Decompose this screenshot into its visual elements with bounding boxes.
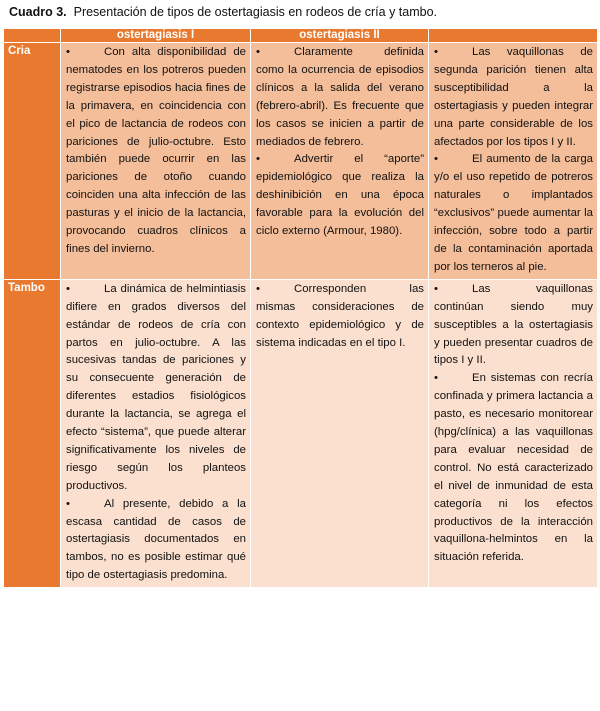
paragraph-text: Las vaquillonas continúan siendo muy susceptibles a la ostertagiasis y pueden presentar cuadros de tipos I y II. xyxy=(434,282,593,367)
header-ostertagiasis-i: ostertagiasis I xyxy=(61,29,251,43)
row-label-tambo: Tambo xyxy=(4,279,61,587)
paragraph-text: Corresponden las mismas consideraciones de contexto epidemiológico y de sistema indicadas en el tipo I. xyxy=(256,282,424,349)
cell-tambo-type-ii xyxy=(251,279,429,587)
bullet-icon: • xyxy=(66,282,70,295)
cell-paragraph xyxy=(434,44,593,151)
cell-cria-heifers xyxy=(429,43,598,280)
bullet-icon: • xyxy=(256,282,260,295)
bullet-icon: • xyxy=(434,372,438,385)
ostertagiasis-table xyxy=(3,28,598,588)
bullet-icon: • xyxy=(434,282,438,295)
row-label-cria: Cria xyxy=(4,43,61,280)
cell-paragraph xyxy=(66,496,246,586)
bullet-icon: • xyxy=(434,153,438,166)
caption-title: Presentación de tipos de ostertagiasis en rodeos de cría y tambo. xyxy=(73,5,438,19)
paragraph-text: Advertir el “aporte” epidemiológico que realiza la deshinibición en una época favorable para la evolución del ciclo externo (Armour, 1980). xyxy=(256,153,424,238)
paragraph-text: La dinámica de helmintiasis difiere en grados diversos del estándar de rodeos de cría con partos en julio-octubre. A las sucesivas tandas de pariciones y su consecuente generación de diferentes estadios fisiológicos durante la lactancia, se agrega el efecto “sistema”, que puede alterar significativamente los niveles de riesgo según los planteos productivos. xyxy=(66,282,246,492)
cell-paragraph xyxy=(434,281,593,371)
paragraph-text: El aumento de la carga y/o el uso repetido de potreros naturales o implantados “exclusivos” puede aumentar la infección, sobre todo a partir de la contaminación aportada por los terneros al pie. xyxy=(434,153,593,273)
cell-paragraph xyxy=(256,44,424,151)
caption-label: Cuadro 3. xyxy=(9,5,67,19)
paragraph-text: Las vaquillonas de segunda parición tienen alta susceptibilidad a la ostertagiasis y pueden integrar una parte considerable de los afectados por los tipos I y II. xyxy=(434,46,593,148)
bullet-icon: • xyxy=(256,46,260,58)
cell-paragraph xyxy=(256,281,424,353)
bullet-icon: • xyxy=(66,497,70,510)
cell-cria-type-ii xyxy=(251,43,429,280)
paragraph-text: Al presente, debido a la escasa cantidad de casos de ostertagiasis documentados en tambos, no es posible estimar qué tipo de ostertagiasis predomina. xyxy=(66,497,246,582)
row-tambo xyxy=(4,279,598,587)
row-cria xyxy=(4,43,598,280)
cell-cria-type-i xyxy=(61,43,251,280)
cell-tambo-type-i xyxy=(61,279,251,587)
bullet-icon: • xyxy=(66,46,70,58)
paragraph-text: Claramente definida como la ocurrencia de episodios clínicos a la salida del verano (febrero-abril). Es frecuente que los casos se inicien a partir de mediados de febrero. xyxy=(256,46,424,148)
cell-paragraph xyxy=(434,151,593,276)
cell-paragraph xyxy=(256,151,424,241)
cell-paragraph xyxy=(434,370,593,567)
cell-paragraph xyxy=(66,44,246,259)
cell-tambo-heifers xyxy=(429,279,598,587)
bullet-icon: • xyxy=(256,153,260,166)
paragraph-text: En sistemas con recría confinada y primera lactancia a pasto, es necesario monitorear (hpg/clínica) a las vaquillonas para evaluar necesidad de control. No está caracterizado el nivel de inmunidad de esta categoría ni los efectos productivos de la interacción vaquillona-helmintos en la situación referida. xyxy=(434,372,593,564)
header-empty-left xyxy=(4,29,61,43)
cell-paragraph xyxy=(66,281,246,496)
header-row xyxy=(4,29,598,43)
paragraph-text: Con alta disponibilidad de nematodes en los potreros pueden registrarse episodios hacia fines de la primavera, en coincidencia con el pico de lactancia de rodeos con pariciones de julio-octubre. Esto también puede ocurrir en las pariciones de otoño cuando coinciden una alta infección de las pasturas y el inicio de la lactancia, provocando cuadros clínicos a fines del invierno. xyxy=(66,46,246,255)
table-caption xyxy=(9,5,437,19)
header-ostertagiasis-ii: ostertagiasis II xyxy=(251,29,429,43)
header-empty-right xyxy=(429,29,598,43)
bullet-icon: • xyxy=(434,46,438,58)
